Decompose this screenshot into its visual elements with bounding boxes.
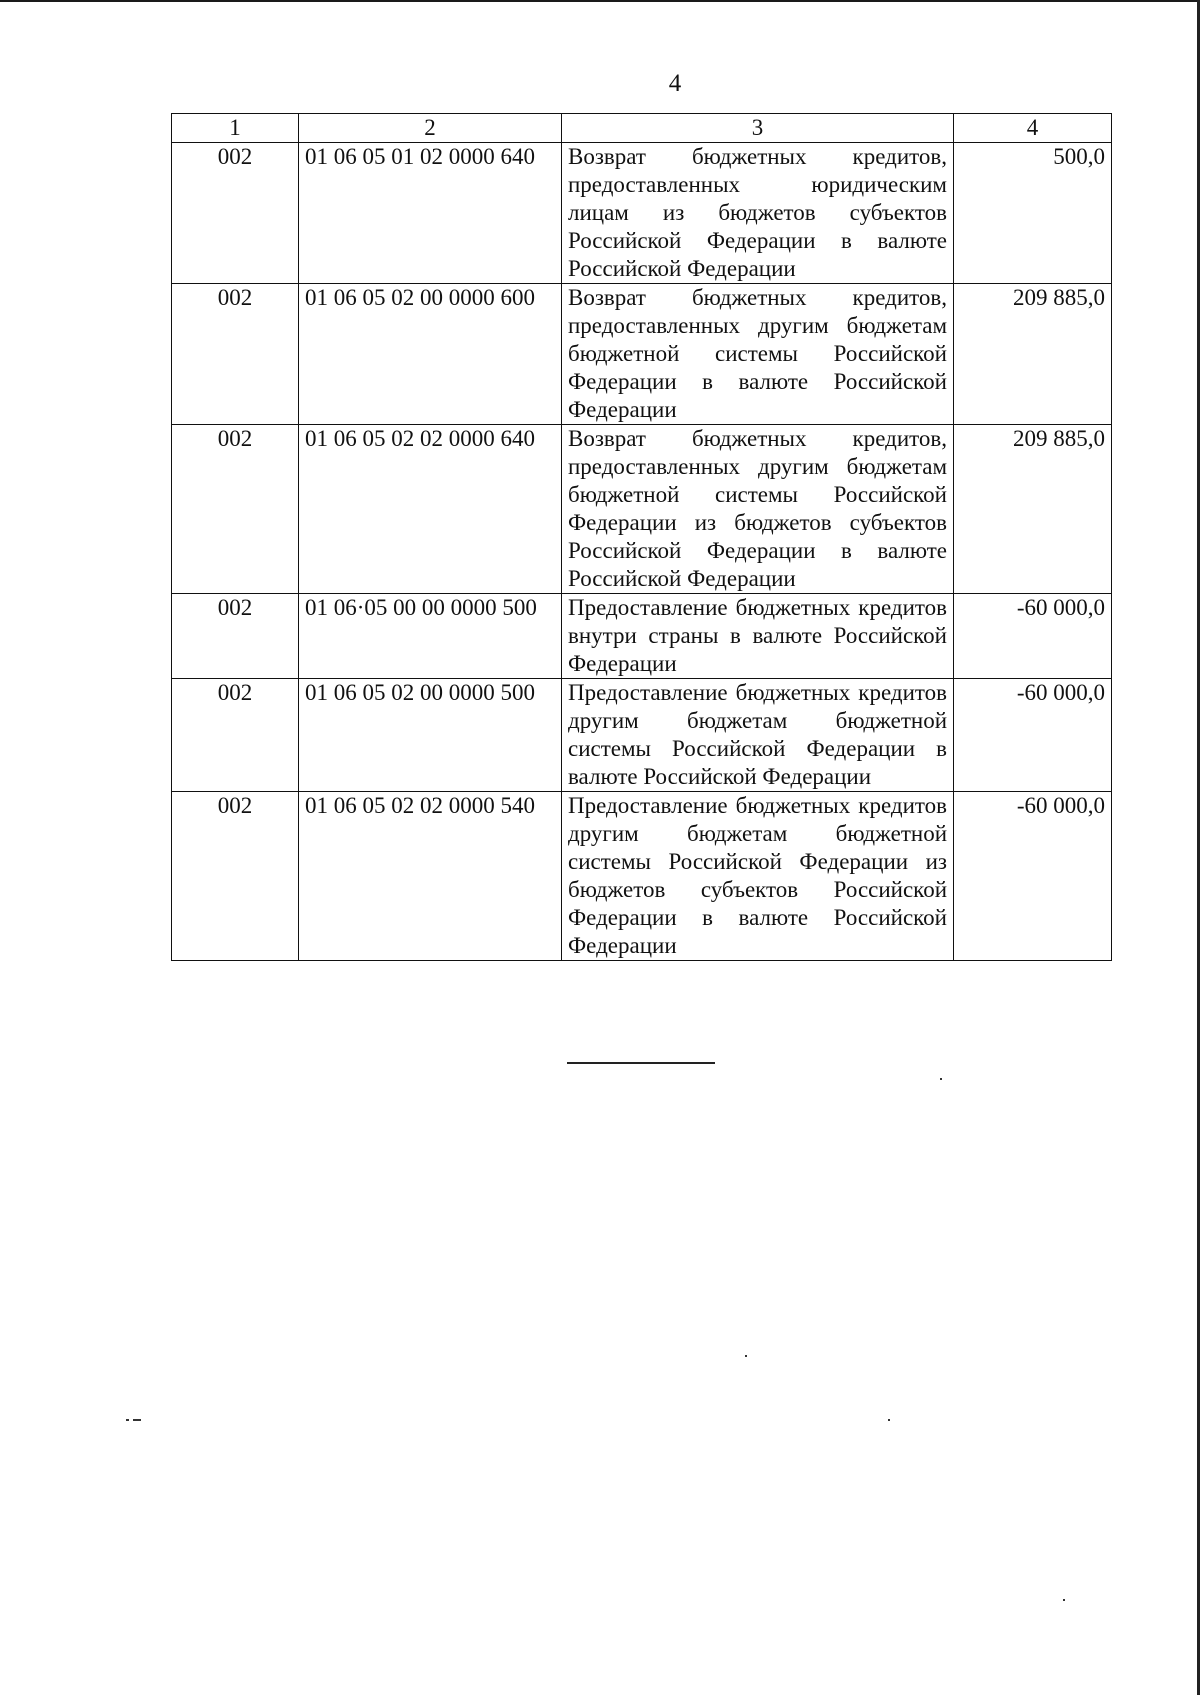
- amount-cell: 209 885,0: [954, 284, 1112, 425]
- admin-code-cell: 002: [172, 594, 299, 679]
- table-header-row: [172, 114, 1112, 143]
- budget-code-cell: 01 06·05 00 00 0000 500: [299, 594, 562, 679]
- amount-cell: 500,0: [954, 143, 1112, 284]
- scan-speck: [1063, 1599, 1065, 1601]
- budget-code-cell: 01 06 05 01 02 0000 640: [299, 143, 562, 284]
- admin-code-cell: 002: [172, 143, 299, 284]
- admin-code-cell: 002: [172, 284, 299, 425]
- table-row: [172, 284, 1112, 425]
- amount-cell: -60 000,0: [954, 679, 1112, 792]
- table-row: [172, 425, 1112, 594]
- page-number: 4: [668, 70, 682, 97]
- description-cell: Возврат бюджетных кредитов, предоставленных другим бюджетам бюджетной системы Российской Федерации из бюджетов субъектов Российской Федерации в валюте Российской Федерации: [562, 425, 954, 594]
- scan-speck: [888, 1419, 890, 1421]
- description-cell: Предоставление бюджетных кредитов другим бюджетам бюджетной системы Российской Федерации в валюте Российской Федерации: [562, 679, 954, 792]
- description-cell: Предоставление бюджетных кредитов внутри страны в валюте Российской Федерации: [562, 594, 954, 679]
- scan-speck: [745, 1355, 747, 1357]
- budget-code-cell: 01 06 05 02 02 0000 540: [299, 792, 562, 961]
- column-header-1: 1: [172, 114, 299, 143]
- description-cell: Возврат бюджетных кредитов, предоставленных юридическим лицам из бюджетов субъектов Российской Федерации в валюте Российской Федерации: [562, 143, 954, 284]
- table-row: [172, 792, 1112, 961]
- admin-code-cell: 002: [172, 792, 299, 961]
- column-header-4: 4: [954, 114, 1112, 143]
- end-of-document-rule: [567, 1062, 715, 1064]
- column-header-2: 2: [299, 114, 562, 143]
- admin-code-cell: 002: [172, 425, 299, 594]
- budget-code-cell: 01 06 05 02 00 0000 600: [299, 284, 562, 425]
- amount-cell: -60 000,0: [954, 792, 1112, 961]
- table-row: [172, 594, 1112, 679]
- amount-cell: 209 885,0: [954, 425, 1112, 594]
- admin-code-cell: 002: [172, 679, 299, 792]
- scan-speck: [940, 1078, 942, 1080]
- budget-code-cell: 01 06 05 02 02 0000 640: [299, 425, 562, 594]
- scan-speck: [126, 1419, 129, 1421]
- column-header-3: 3: [562, 114, 954, 143]
- scan-speck: [133, 1419, 141, 1421]
- scan-edge-top: [0, 0, 1200, 2]
- budget-code-cell: 01 06 05 02 00 0000 500: [299, 679, 562, 792]
- description-cell: Предоставление бюджетных кредитов другим бюджетам бюджетной системы Российской Федерации из бюджетов субъектов Российской Федерации в валюте Российской Федерации: [562, 792, 954, 961]
- budget-sources-table: [171, 113, 1112, 961]
- table-row: [172, 143, 1112, 284]
- amount-cell: -60 000,0: [954, 594, 1112, 679]
- description-cell: Возврат бюджетных кредитов, предоставленных другим бюджетам бюджетной системы Российской Федерации в валюте Российской Федерации: [562, 284, 954, 425]
- table-row: [172, 679, 1112, 792]
